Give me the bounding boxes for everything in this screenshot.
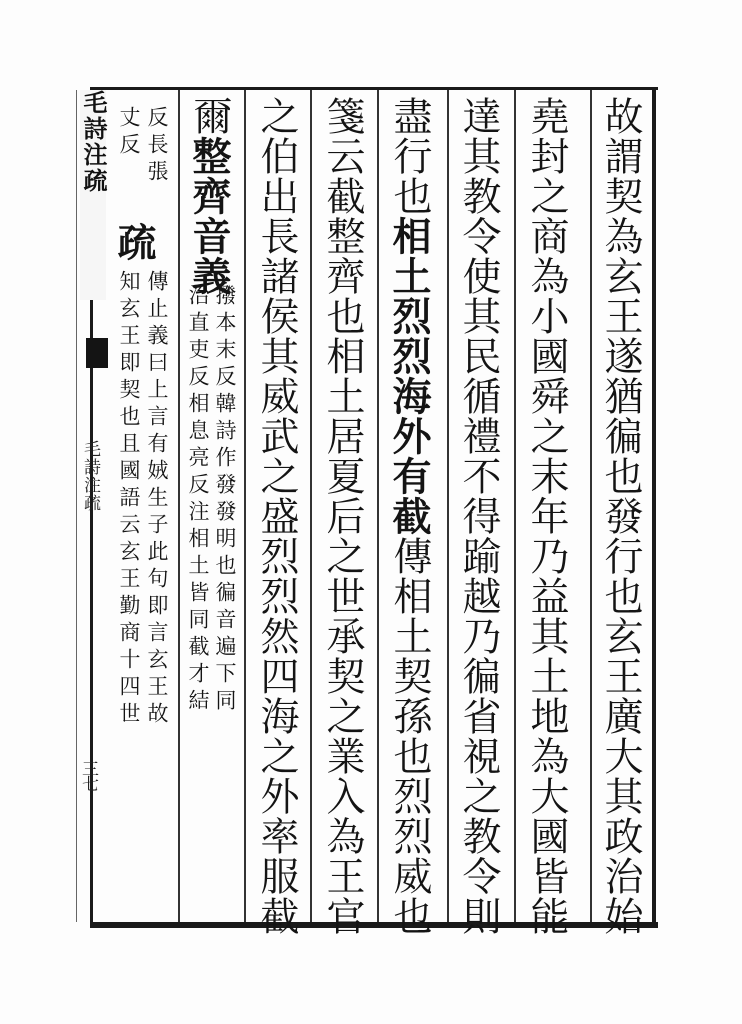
frame-right-border [652, 87, 656, 928]
fish-tail-mark [86, 338, 108, 368]
note-top-right: 反長張 [145, 106, 169, 187]
shu-commentary-left: 知玄王即契也且國語云玄王勤商十四世 [117, 270, 141, 729]
text-column-5: 箋云截整齊也相土居夏后之世承契之業入為王官 [320, 96, 365, 936]
column-4-commentary: 傳相土契孫也烈烈威也 [387, 536, 432, 936]
column-rule [178, 90, 180, 922]
page-number: 三七 [78, 760, 98, 790]
text-column-6: 之伯出長諸侯其威武之盛烈烈然四海之外率服截 [254, 96, 299, 936]
column-rule [590, 90, 592, 922]
book-title: 毛詩注疏 [79, 90, 108, 194]
text-column-3: 達其教令使其民循禮不得踰越乃徧省視之教令則 [456, 96, 501, 936]
column-rule [377, 90, 379, 922]
text-column-2: 堯封之商為小國舜之末年乃益其土地為大國皆能 [524, 96, 569, 936]
frame-top-border [92, 87, 658, 90]
column-7-prefix: 爾 [187, 96, 232, 136]
text-column-7-head [187, 96, 231, 296]
column-rule [447, 90, 449, 922]
shu-commentary-right: 傳止義曰上言有娀生子此句即言玄王故 [145, 270, 169, 729]
book-title-block [80, 90, 106, 300]
margin-label: 毛詩注疏 [80, 440, 100, 512]
note-top-left: 丈反 [117, 106, 141, 160]
ode-line-zhengqi: 整齊音義 [186, 136, 232, 296]
column-rule [244, 90, 246, 922]
yinyi-note-left: 治直吏反相息亮反注相土皆同截才結 [186, 284, 210, 716]
column-4-prefix: 盡行也 [387, 96, 432, 216]
text-column-1: 故謂契為玄王遂猶徧也發行也玄王廣大其政治始 [598, 96, 643, 936]
margin-rule [76, 90, 77, 922]
ode-line-xiangtu: 相土烈烈海外有截 [386, 216, 432, 536]
yinyi-note-right: 撥本末反韓詩作發發明也徧音遍下同 [213, 284, 237, 716]
column-rule [514, 90, 516, 922]
text-column-4 [387, 96, 431, 936]
column-rule [310, 90, 312, 922]
shu-marker: 疏 [111, 222, 157, 262]
frame-bottom-border [92, 922, 658, 928]
